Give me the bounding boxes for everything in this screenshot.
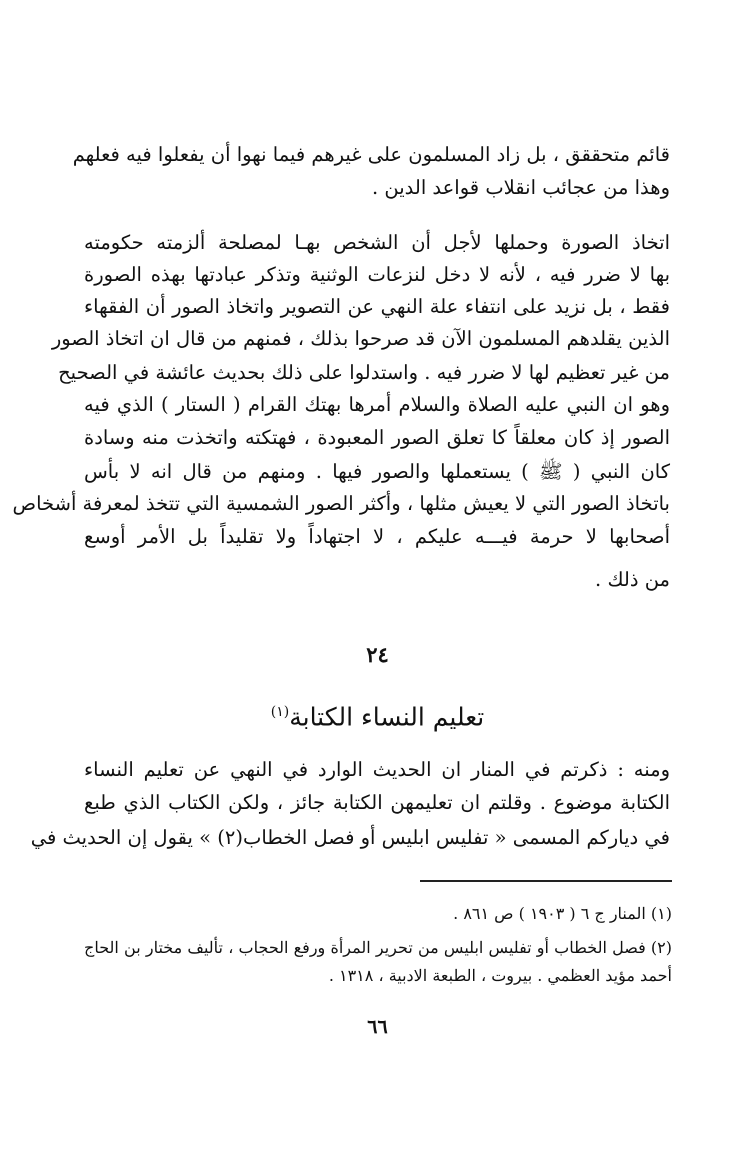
paragraph-2-line-2: بها لا ضرر فيه ، لأنه لا دخل لنزعات الوثنية وتذكر عبادتها بهذه الصورة <box>84 263 670 286</box>
paragraph-1-line-1: قائم متحققق ، بل زاد المسلمون على غيرهم فيما نهوا أن يفعلوا فيه فعلهم <box>72 143 670 166</box>
footnote-2-line-2: أحمد مؤيد العظمي . بيروت ، الطبعة الادبية ، ١٣١٨ . <box>328 966 672 985</box>
section-title-footnote-marker: (١) <box>270 704 290 720</box>
paragraph-2-line-4: الذين يقلدهم المسلمون الآن قد صرحوا بذلك ، فمنهم من قال ان اتخاذ الصور <box>51 327 670 350</box>
section-title <box>0 694 755 735</box>
paragraph-2-line-6: وهو ان النبي عليه الصلاة والسلام أمرها بهتك القرام ( الستار ) الذي فيه <box>84 393 670 416</box>
paragraph-2-line-9: باتخاذ الصور التي لا يعيش مثلها ، وأكثر الصور الشمسية التي تتخذ لمعرفة أشخاص <box>12 492 670 515</box>
paragraph-2-line-3: فقط ، بل نزيد على انتفاء علة النهي عن التصوير واتخاذ الصور أن الفقهاء <box>84 295 670 318</box>
paragraph-1-line-2: وهذا من عجائب انقلاب قواعد الدين . <box>371 176 670 199</box>
paragraph-2-line-8: كان النبي ( ﷺ ) يستعملها والصور فيها . ومنهم من قال انه لا بأس <box>84 460 670 483</box>
paragraph-2-line-5: من غير تعظيم لها لا ضرر فيه . واستدلوا على ذلك بحديث عائشة في الصحيح <box>58 361 670 384</box>
paragraph-2-line-11: من ذلك . <box>595 568 670 591</box>
section-number: ٢٤ <box>366 642 389 667</box>
paragraph-3-line-1: ومنه : ذكرتم في المنار ان الحديث الوارد في النهي عن تعليم النساء <box>84 758 670 781</box>
paragraph-2-line-1: اتخاذ الصورة وحملها لأجل أن الشخص بهـا لمصلحة ألزمته حكومته <box>84 231 670 254</box>
page-number: ٦٦ <box>367 1016 388 1038</box>
paragraph-3-line-3: في دياركم المسمى « تفليس ابليس أو فصل الخطاب(٢) » يقول إن الحديث في <box>30 826 670 849</box>
paragraph-2-line-7: الصور إذ كان معلقاً كا تعلق الصور المعبودة ، فهتكته واتخذت منه وسادة <box>84 426 670 449</box>
paragraph-3-line-2: الكتابة موضوع . وقلتم ان تعليمهن الكتابة جائز ، ولكن الكتاب الذي طبع <box>84 791 670 814</box>
footnote-2-line-1: (٢) فصل الخطاب أو تفليس ابليس من تحرير المرأة ورفع الحجاب ، تأليف مختار بن الحاج <box>84 938 672 957</box>
section-title-text: تعليم النساء الكتابة <box>289 702 485 732</box>
footnote-1: (١) المنار ج ٦ ( ١٩٠٣ ) ص ٨٦١ . <box>453 904 672 923</box>
paragraph-2-line-10: أصحابها لا حرمة فيـــه عليكم ، لا اجتهاداً ولا تقليداً بل الأمر أوسع <box>84 525 670 548</box>
footnote-separator <box>420 880 672 882</box>
